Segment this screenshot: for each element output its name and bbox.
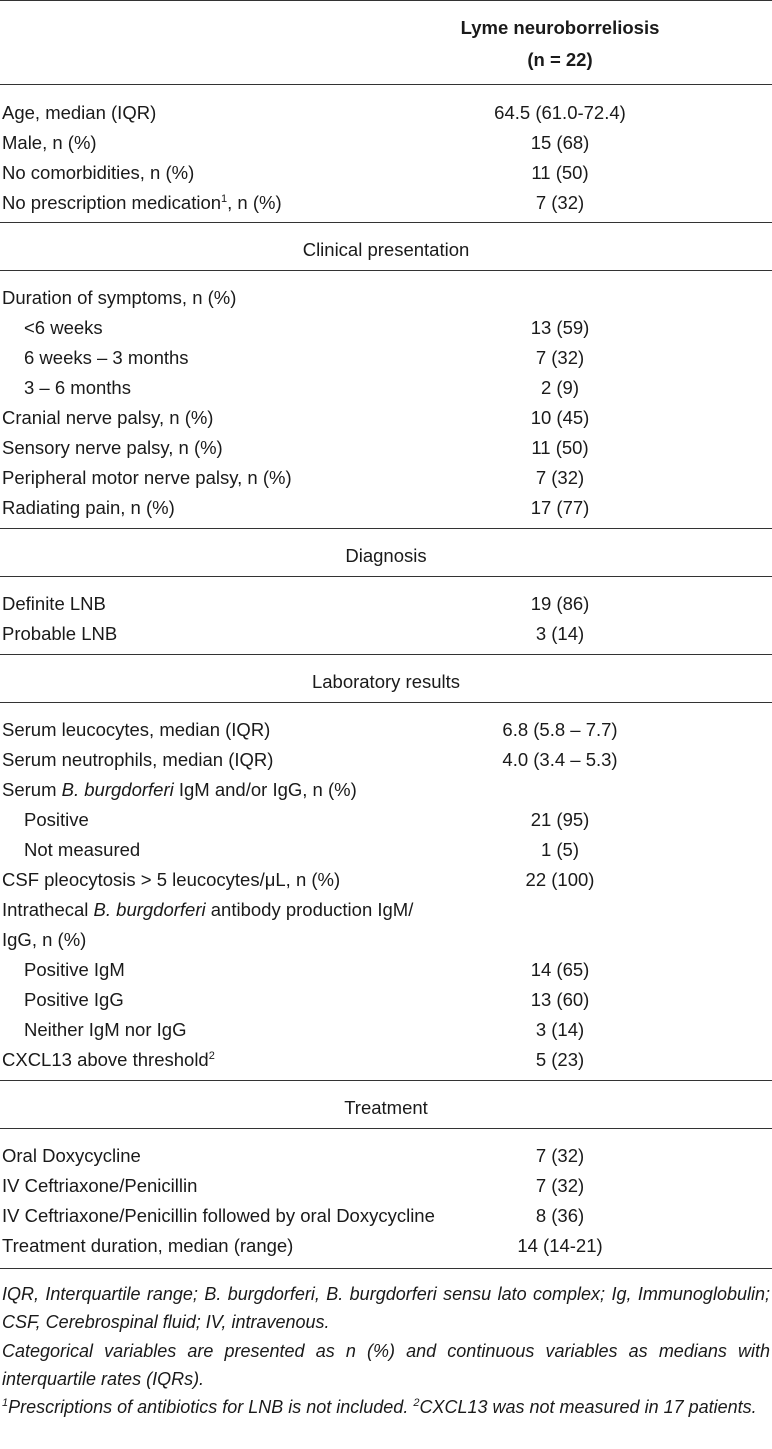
row-label: Cranial nerve palsy, n (%)	[2, 407, 214, 428]
table-row	[0, 433, 772, 463]
row-label: Duration of symptoms, n (%)	[2, 287, 237, 308]
row-label: Radiating pain, n (%)	[2, 497, 175, 518]
row-value: 19 (86)	[530, 593, 590, 614]
table-row	[0, 925, 772, 955]
row-value: 4.0 (3.4 – 5.3)	[502, 749, 618, 770]
row-label: IV Ceftriaxone/Penicillin	[2, 1175, 198, 1196]
row-label: Serum B. burgdorferi IgM and/or IgG, n (%)	[2, 779, 357, 800]
row-label: Oral Doxycycline	[2, 1145, 141, 1166]
row-value: 17 (77)	[530, 497, 590, 518]
row-label: Definite LNB	[2, 593, 106, 614]
row-value: 14 (14-21)	[517, 1235, 603, 1256]
footnote-marker: 1	[221, 192, 228, 205]
table-row	[0, 589, 772, 619]
row-value: 7 (32)	[535, 192, 585, 213]
table-top-rule	[0, 0, 772, 1]
column-header-title: Lyme neuroborreliosis	[460, 17, 660, 38]
row-value: 64.5 (61.0-72.4)	[494, 102, 626, 123]
row-value: 7 (32)	[535, 1145, 585, 1166]
row-value: 11 (50)	[531, 162, 589, 183]
table-row	[0, 985, 772, 1015]
row-value: 3 (14)	[535, 1019, 585, 1040]
row-label: Neither IgM nor IgG	[24, 1019, 187, 1040]
row-label: CSF pleocytosis > 5 leucocytes/μL, n (%)	[2, 869, 341, 890]
table-row	[0, 1231, 772, 1261]
row-value: 14 (65)	[530, 959, 590, 980]
row-value: 2 (9)	[540, 377, 580, 398]
row-value: 6.8 (5.8 – 7.7)	[502, 719, 618, 740]
column-header	[440, 12, 680, 76]
footnote-marker: 1	[2, 1397, 9, 1409]
section-rule	[0, 576, 772, 577]
table-row	[0, 403, 772, 433]
row-label: CXCL13 above threshold$^2$	[2, 1049, 215, 1070]
row-label-continued: IgG, n (%)	[2, 929, 87, 950]
section-heading-lab: Laboratory results	[311, 671, 461, 692]
section-rule	[0, 1080, 772, 1081]
footnote-abbreviations: IQR, Interquartile range; B. burgdorferi, B. burgdorferi sensu lato complex; Ig, Immunoglobulin; CSF, Cerebrospinal fluid; IV, intravenous.	[2, 1284, 770, 1332]
row-label: Treatment duration, median (range)	[2, 1235, 294, 1256]
row-value: 1 (5)	[540, 839, 580, 860]
table-row	[0, 619, 772, 649]
footnote-numbered: $^1$Prescriptions of antibiotics for LNB is not included. $^2$CXCL13 was not measured in 17 patients.	[2, 1397, 757, 1417]
row-value: 7 (32)	[535, 1175, 585, 1196]
section-rule	[0, 702, 772, 703]
row-label: Intrathecal B. burgdorferi antibody production IgM/	[2, 899, 414, 920]
table-row	[0, 835, 772, 865]
row-label: Positive	[24, 809, 89, 830]
table-row	[0, 158, 772, 188]
footnote-marker: 2	[208, 1049, 215, 1062]
row-value: 8 (36)	[535, 1205, 585, 1226]
row-label: Positive IgM	[24, 959, 125, 980]
row-value: 13 (59)	[530, 317, 590, 338]
row-label: 3 – 6 months	[24, 377, 131, 398]
table-row	[0, 1141, 772, 1171]
row-label: Probable LNB	[2, 623, 118, 644]
row-label: 6 weeks – 3 months	[24, 347, 189, 368]
row-label: Positive IgG	[24, 989, 124, 1010]
row-label: Serum leucocytes, median (IQR)	[2, 719, 271, 740]
row-label: IV Ceftriaxone/Penicillin followed by oral Doxycycline	[2, 1205, 435, 1226]
table-row	[0, 1171, 772, 1201]
row-label: Not measured	[24, 839, 141, 860]
section-rule	[0, 654, 772, 655]
row-label: <6 weeks	[24, 317, 103, 338]
row-label: No comorbidities, n (%)	[2, 162, 195, 183]
row-value: 5 (23)	[535, 1049, 585, 1070]
row-value: 7 (32)	[535, 467, 585, 488]
table-row	[0, 493, 772, 523]
table-row	[0, 715, 772, 745]
section-rule	[0, 270, 772, 271]
section-rule	[0, 1128, 772, 1129]
table-row	[0, 463, 772, 493]
footnote-marker: 2	[413, 1397, 420, 1409]
section-heading-clinical: Clinical presentation	[302, 239, 470, 260]
table-row	[0, 955, 772, 985]
table-row	[0, 1045, 772, 1075]
table-row	[0, 313, 772, 343]
table-row	[0, 745, 772, 775]
table-row	[0, 895, 772, 925]
row-label: Serum neutrophils, median (IQR)	[2, 749, 274, 770]
row-value: 11 (50)	[531, 437, 589, 458]
row-label: No prescription medication$^1$, n (%)	[2, 192, 282, 213]
section-heading-treatment: Treatment	[344, 1097, 428, 1118]
row-value: 10 (45)	[530, 407, 590, 428]
table-row	[0, 865, 772, 895]
table-row	[0, 775, 772, 805]
row-label: Age, median (IQR)	[2, 102, 157, 123]
row-label: Male, n (%)	[2, 132, 97, 153]
row-value: 21 (95)	[530, 809, 590, 830]
table-row	[0, 805, 772, 835]
row-value: 15 (68)	[530, 132, 590, 153]
section-rule	[0, 528, 772, 529]
section-heading-diagnosis: Diagnosis	[345, 545, 427, 566]
table-row	[0, 373, 772, 403]
row-value: 3 (14)	[535, 623, 585, 644]
row-label: Peripheral motor nerve palsy, n (%)	[2, 467, 292, 488]
table-row	[0, 1201, 772, 1231]
row-value: 22 (100)	[525, 869, 595, 890]
table-row	[0, 188, 772, 218]
header-rule	[0, 84, 772, 85]
section-rule	[0, 222, 772, 223]
table-row	[0, 128, 772, 158]
row-label: Sensory nerve palsy, n (%)	[2, 437, 223, 458]
row-value: 13 (60)	[530, 989, 590, 1010]
footnote-categorical: Categorical variables are presented as n (%) and continuous variables as medians with interquartile rates (IQRs).	[2, 1341, 770, 1389]
row-value: 7 (32)	[535, 347, 585, 368]
column-header-n: (n = 22)	[527, 49, 593, 70]
table-bottom-rule	[0, 1268, 772, 1269]
table-row	[0, 1015, 772, 1045]
table-row	[0, 343, 772, 373]
table-row	[0, 98, 772, 128]
table-row	[0, 283, 772, 313]
